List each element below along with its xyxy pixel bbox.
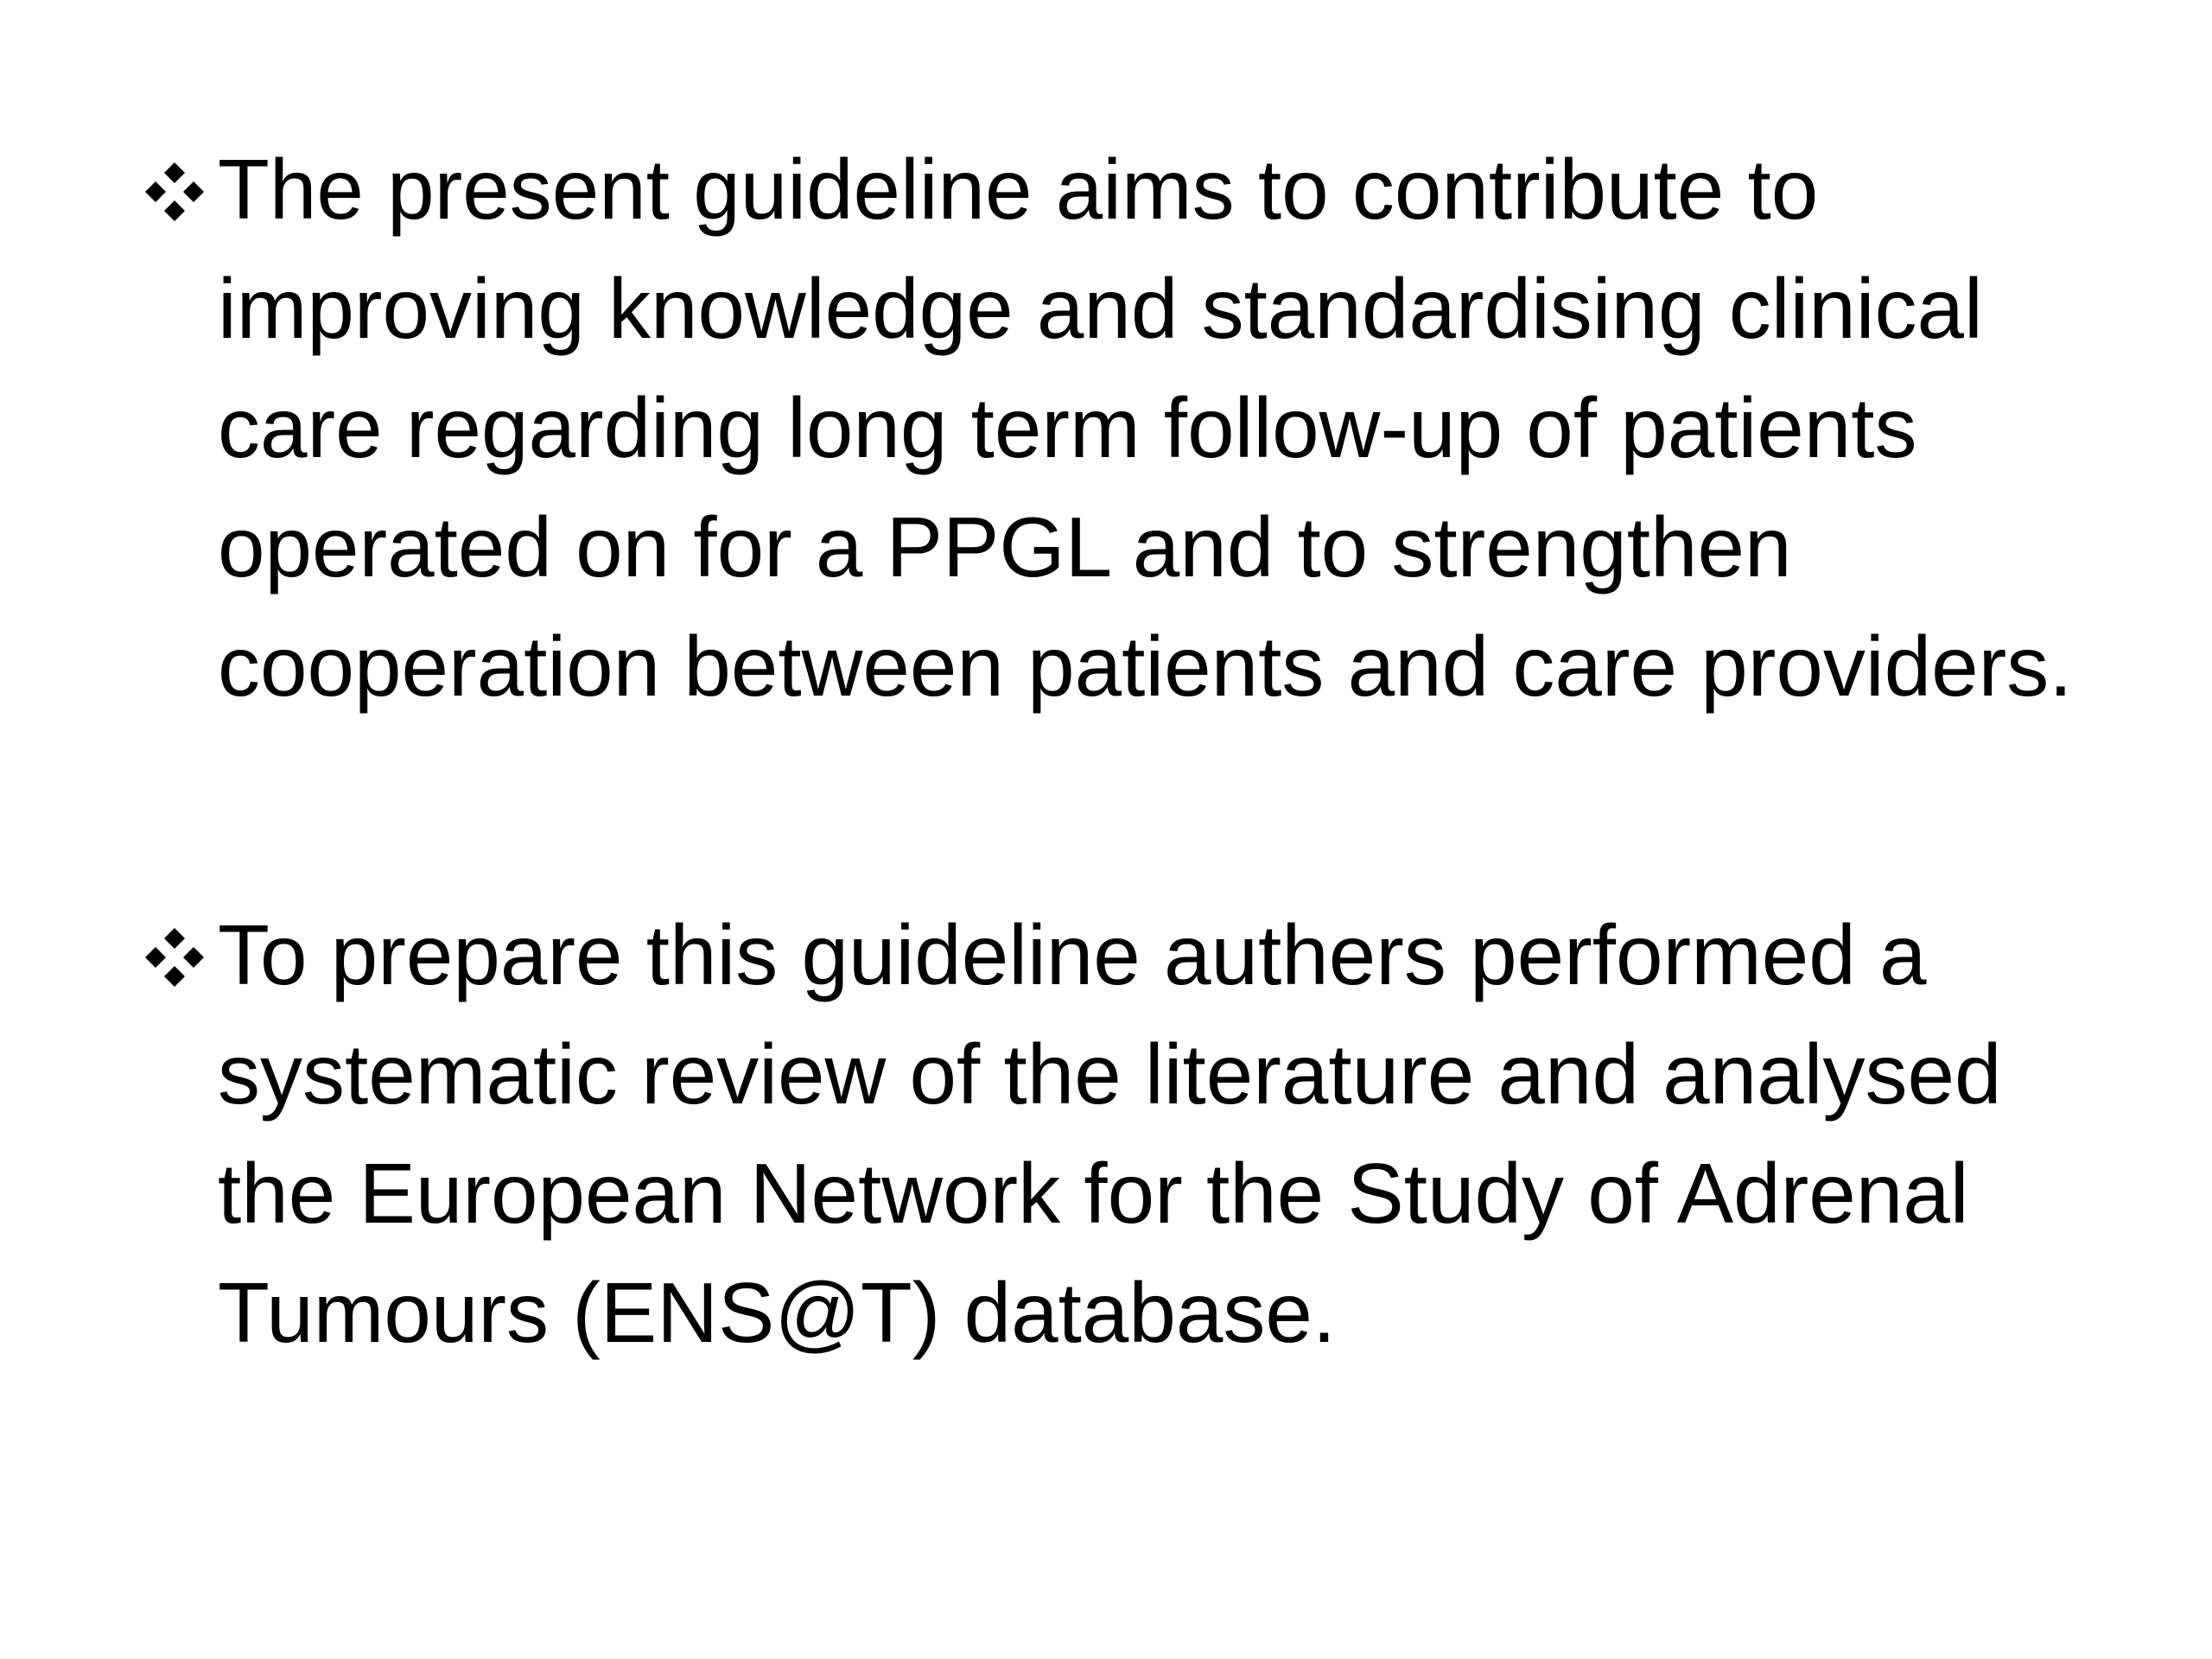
bullet-list: [138, 130, 2126, 1372]
bullet-item-method: [138, 895, 2126, 1372]
four-diamond-bullet-icon: [142, 925, 207, 990]
bullet-text-aim: The present guideline aims to contribute to improving knowledge and standardising clinical care regarding long term follow-up of patients operated on for a PPGL and to strengthen cooperation between patients and care providers.: [218, 142, 2073, 714]
bullet-text-method: To prepare this guideline authers performed a systematic review of the literature and analysed the European Network for the Study of Adrenal Tumours (ENS@T) database.: [218, 907, 2002, 1360]
four-diamond-bullet-icon: [142, 159, 207, 225]
bullet-item-aim: [138, 130, 2126, 726]
